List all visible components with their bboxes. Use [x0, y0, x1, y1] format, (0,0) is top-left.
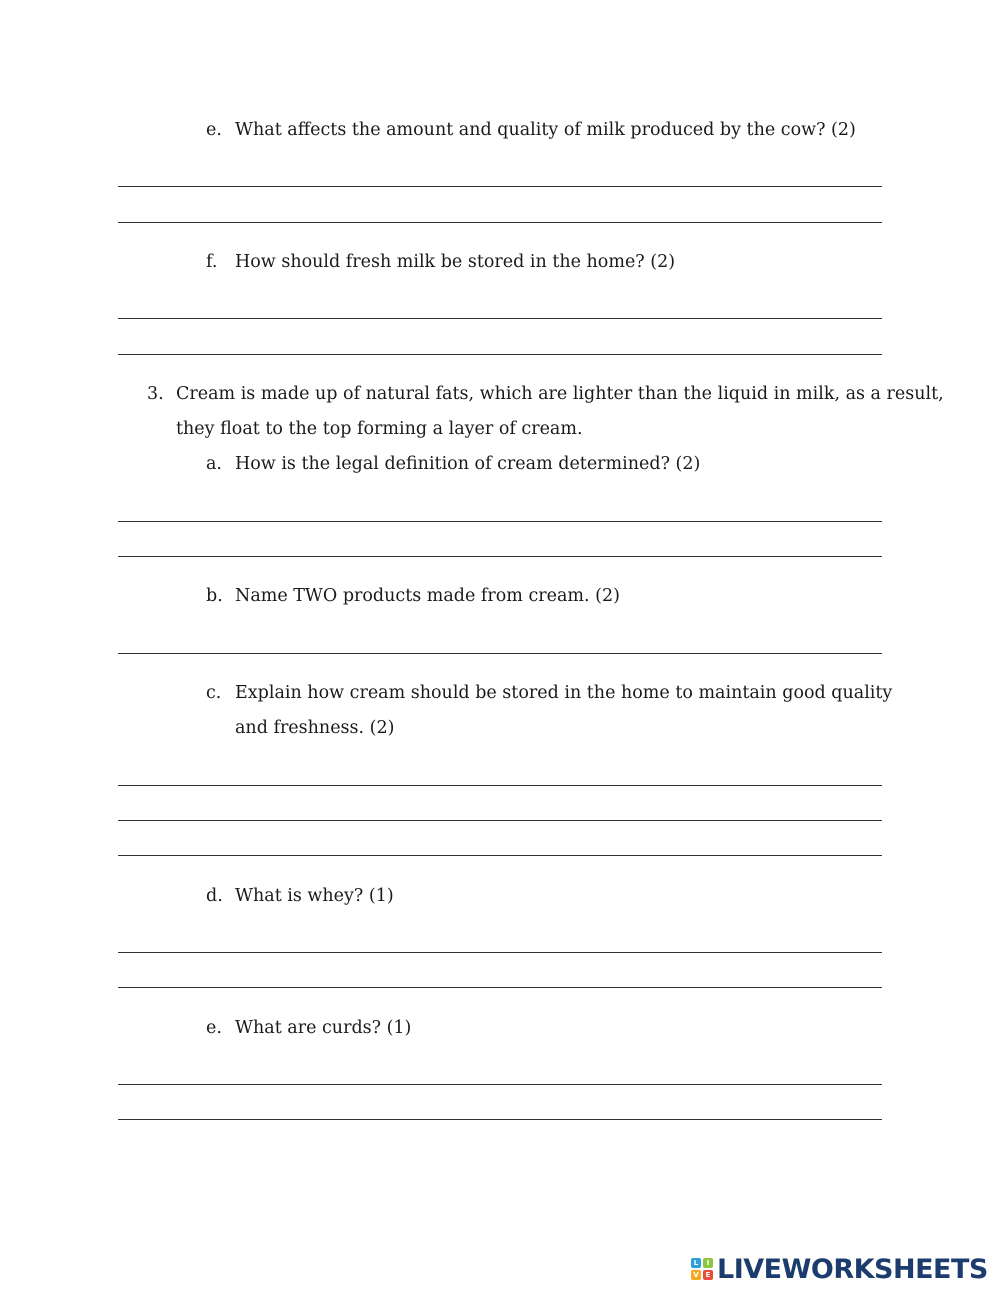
answer-line[interactable] — [118, 1119, 882, 1120]
logo-mark-icon — [691, 1258, 713, 1280]
answer-line[interactable] — [118, 785, 882, 786]
logo-text: LIVEWORKSHEETS — [717, 1253, 988, 1285]
answer-line[interactable] — [118, 186, 882, 187]
answer-line[interactable] — [118, 354, 882, 355]
logo-tile: L — [691, 1258, 701, 1268]
answer-line[interactable] — [118, 556, 882, 557]
question-text: Explain how cream should be stored in the home to maintain good quality — [235, 683, 893, 703]
question-marker: e. — [206, 1018, 222, 1038]
liveworksheets-logo — [691, 1253, 988, 1285]
question-marker: e. — [206, 120, 222, 140]
question-text: and freshness. (2) — [235, 718, 395, 738]
question-text: How is the legal definition of cream determined? (2) — [235, 454, 701, 474]
question-text: Cream is made up of natural fats, which are lighter than the liquid in milk, as a result, — [176, 384, 944, 404]
answer-line[interactable] — [118, 820, 882, 821]
question-text: Name TWO products made from cream. (2) — [235, 586, 620, 606]
answer-line[interactable] — [118, 952, 882, 953]
answer-line[interactable] — [118, 222, 882, 223]
logo-tile: V — [691, 1270, 701, 1280]
question-text: What affects the amount and quality of milk produced by the cow? (2) — [235, 120, 856, 140]
answer-line[interactable] — [118, 521, 882, 522]
question-text: What is whey? (1) — [235, 886, 394, 906]
question-marker: b. — [206, 586, 223, 606]
question-text: What are curds? (1) — [235, 1018, 412, 1038]
question-text: How should fresh milk be stored in the home? (2) — [235, 252, 676, 272]
answer-line[interactable] — [118, 318, 882, 319]
answer-line[interactable] — [118, 653, 882, 654]
question-marker: f. — [206, 252, 218, 272]
answer-line[interactable] — [118, 987, 882, 988]
question-marker: d. — [206, 886, 223, 906]
answer-line[interactable] — [118, 855, 882, 856]
logo-tile: E — [703, 1270, 713, 1280]
answer-line[interactable] — [118, 1084, 882, 1085]
question-marker: a. — [206, 454, 222, 474]
question-marker: c. — [206, 683, 222, 703]
logo-tile: I — [703, 1258, 713, 1268]
question-text: they float to the top forming a layer of cream. — [176, 419, 583, 439]
question-marker: 3. — [147, 384, 164, 404]
